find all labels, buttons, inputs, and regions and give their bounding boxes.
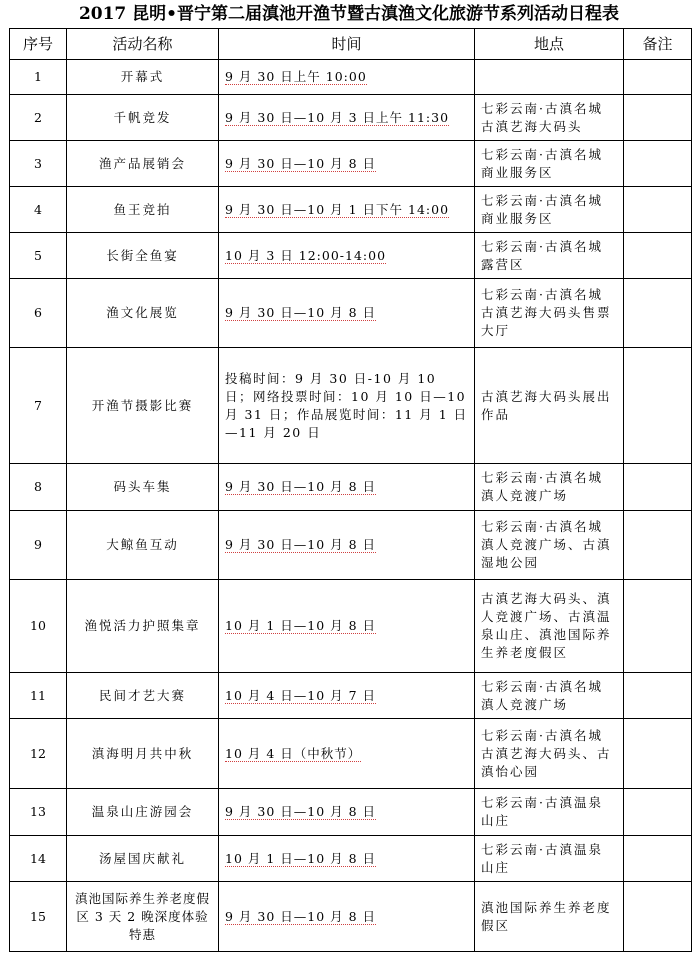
activity-place: 七彩云南·古滇名城古滇艺海大码头 bbox=[475, 95, 624, 141]
table-row bbox=[10, 141, 692, 187]
activity-note bbox=[624, 187, 692, 233]
activity-name: 长街全鱼宴 bbox=[67, 233, 219, 279]
activity-time: 10 月 1 日—10 月 8 日 bbox=[225, 850, 377, 866]
row-index: 12 bbox=[10, 719, 67, 789]
activity-place bbox=[475, 60, 624, 95]
table-row bbox=[10, 279, 692, 348]
header-index: 序号 bbox=[10, 29, 67, 60]
activity-time: 9 月 30 日—10 月 1 日下午 14:00 bbox=[225, 201, 450, 217]
header-row bbox=[10, 29, 692, 60]
table-row bbox=[10, 233, 692, 279]
row-index: 14 bbox=[10, 836, 67, 882]
activity-place: 七彩云南·古滇名城滇人竞渡广场、古滇湿地公园 bbox=[475, 511, 624, 580]
activity-time: 10 月 4 日（中秋节） bbox=[225, 745, 362, 761]
activity-name: 渔悦活力护照集章 bbox=[67, 580, 219, 673]
activity-note bbox=[624, 511, 692, 580]
activity-time: 9 月 30 日—10 月 8 日 bbox=[225, 305, 377, 320]
activity-time: 9 月 30 日—10 月 8 日 bbox=[225, 908, 377, 924]
activity-time: 9 月 30 日—10 月 8 日 bbox=[225, 479, 377, 494]
activity-place: 七彩云南·古滇温泉山庄 bbox=[475, 836, 624, 882]
activity-time: 9 月 30 日上午 10:00 bbox=[225, 69, 367, 84]
activity-note bbox=[624, 673, 692, 719]
header-note: 备注 bbox=[624, 29, 692, 60]
table-row bbox=[10, 95, 692, 141]
activity-place: 七彩云南·古滇名城古滇艺海大码头售票大厅 bbox=[475, 279, 624, 348]
activity-place: 七彩云南·古滇名城滇人竞渡广场 bbox=[475, 464, 624, 511]
row-index: 4 bbox=[10, 187, 67, 233]
activity-place: 七彩云南·古滇名城商业服务区 bbox=[475, 141, 624, 187]
table-row bbox=[10, 511, 692, 580]
row-index: 2 bbox=[10, 95, 67, 141]
activity-note bbox=[624, 348, 692, 464]
activity-note bbox=[624, 836, 692, 882]
activity-name: 开渔节摄影比赛 bbox=[67, 348, 219, 464]
row-index: 10 bbox=[10, 580, 67, 673]
row-index: 15 bbox=[10, 882, 67, 952]
activity-place: 七彩云南·古滇名城商业服务区 bbox=[475, 187, 624, 233]
activity-place: 七彩云南·古滇名城滇人竞渡广场 bbox=[475, 673, 624, 719]
activity-place: 七彩云南·古滇名城露营区 bbox=[475, 233, 624, 279]
activity-time: 9 月 30 日—10 月 8 日 bbox=[225, 537, 377, 552]
activity-place: 七彩云南·古滇名城古滇艺海大码头、古滇怡心园 bbox=[475, 719, 624, 789]
activity-note bbox=[624, 95, 692, 141]
activity-name: 滇池国际养生养老度假区 3 天 2 晚深度体验特惠 bbox=[67, 882, 219, 952]
row-index: 13 bbox=[10, 789, 67, 836]
activity-name: 开幕式 bbox=[67, 60, 219, 95]
activity-note bbox=[624, 60, 692, 95]
activity-note bbox=[624, 719, 692, 789]
activity-place: 七彩云南·古滇温泉山庄 bbox=[475, 789, 624, 836]
row-index: 3 bbox=[10, 141, 67, 187]
activity-time: 10 月 3 日 12:00-14:00 bbox=[225, 247, 387, 263]
table-row bbox=[10, 789, 692, 836]
activity-name: 汤屋国庆献礼 bbox=[67, 836, 219, 882]
activity-name: 鱼王竞拍 bbox=[67, 187, 219, 233]
activity-time: 9 月 30 日—10 月 8 日 bbox=[225, 155, 377, 171]
row-index: 8 bbox=[10, 464, 67, 511]
table-row bbox=[10, 580, 692, 673]
row-index: 5 bbox=[10, 233, 67, 279]
activity-note bbox=[624, 580, 692, 673]
activity-note bbox=[624, 789, 692, 836]
activity-note bbox=[624, 141, 692, 187]
activity-note bbox=[624, 882, 692, 952]
row-index: 11 bbox=[10, 673, 67, 719]
table-row bbox=[10, 60, 692, 95]
row-index: 6 bbox=[10, 279, 67, 348]
table-row bbox=[10, 673, 692, 719]
schedule-table bbox=[9, 28, 692, 952]
page-title: 2017 昆明•晋宁第二届滇池开渔节暨古滇渔文化旅游节系列活动日程表 bbox=[78, 4, 620, 24]
table-row bbox=[10, 464, 692, 511]
header-name: 活动名称 bbox=[67, 29, 219, 60]
activity-name: 渔文化展览 bbox=[67, 279, 219, 348]
activity-name: 民间才艺大赛 bbox=[67, 673, 219, 719]
activity-name: 温泉山庄游园会 bbox=[67, 789, 219, 836]
activity-time: 投稿时间：9 月 30 日-10 月 10 日；网络投票时间：10 月 10 日—10 月 31 日；作品展览时间：11 月 1 日—11 月 20 日 bbox=[219, 348, 475, 464]
activity-name: 滇海明月共中秋 bbox=[67, 719, 219, 789]
table-row bbox=[10, 719, 692, 789]
activity-time: 10 月 4 日—10 月 7 日 bbox=[225, 687, 377, 703]
activity-time: 10 月 1 日—10 月 8 日 bbox=[225, 618, 377, 633]
row-index: 7 bbox=[10, 348, 67, 464]
row-index: 1 bbox=[10, 60, 67, 95]
activity-name: 千帆竞发 bbox=[67, 95, 219, 141]
activity-place: 古滇艺海大码头展出作品 bbox=[475, 348, 624, 464]
activity-note bbox=[624, 279, 692, 348]
activity-name: 渔产品展销会 bbox=[67, 141, 219, 187]
header-place: 地点 bbox=[475, 29, 624, 60]
table-row bbox=[10, 187, 692, 233]
table-row bbox=[10, 882, 692, 952]
activity-note bbox=[624, 464, 692, 511]
activity-note bbox=[624, 233, 692, 279]
activity-place: 古滇艺海大码头、滇人竞渡广场、古滇温泉山庄、滇池国际养生养老度假区 bbox=[475, 580, 624, 673]
table-row bbox=[10, 348, 692, 464]
activity-time: 9 月 30 日—10 月 3 日上午 11:30 bbox=[225, 109, 450, 125]
row-index: 9 bbox=[10, 511, 67, 580]
header-time: 时间 bbox=[219, 29, 475, 60]
activity-time: 9 月 30 日—10 月 8 日 bbox=[225, 804, 377, 819]
activity-name: 码头车集 bbox=[67, 464, 219, 511]
table-row bbox=[10, 836, 692, 882]
activity-place: 滇池国际养生养老度假区 bbox=[475, 882, 624, 952]
activity-name: 大鲸鱼互动 bbox=[67, 511, 219, 580]
